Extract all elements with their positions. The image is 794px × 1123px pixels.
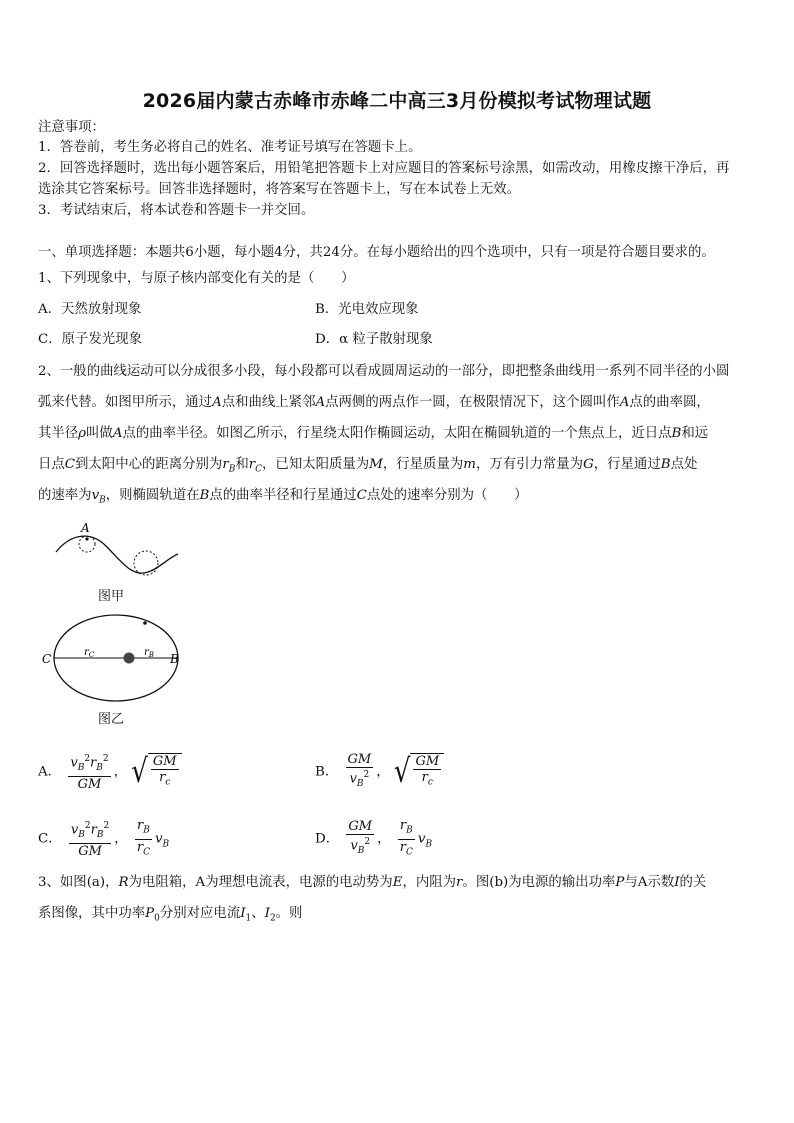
q2-option-a: A． $\frac{v_B^2r_B^2}{GM}$ ， √ $\frac{GM}{r_c}$ [38,752,182,792]
figure-jia-caption: 图甲 [98,589,125,604]
label-rc: $r_C$ [84,647,95,659]
figure-yi-caption: 图乙 [98,712,125,727]
q2-line-3: 其半径ρ叫做A点的曲率半径。如图乙所示，行星绕太阳作椭圆运动，太阳在椭圆轨道的一个焦点上，近日点B和远 [38,426,709,441]
curvature-circle-b [134,551,158,575]
planet-dot [143,621,147,625]
q2-line-4: 日点C到太阳中心的距离分别为$r_B$和$r_C$，已知太阳质量为M，行星质量为m，万有引力常量为G，行星通过B点处 [38,457,698,475]
q1-option-a: A．天然放射现象 [38,302,142,317]
sun-dot [124,653,135,664]
q2-option-c: C． $\frac{v_B^2r_B^2}{GM}$ ， $\frac{r_B}{r_C}$ $v_B$ [38,818,170,860]
notice-item-2a: 2．回答选择题时，选出每小题答案后，用铅笔把答题卡上对应题目的答案标号涂黑，如需改动，用橡皮擦干净后，再 [38,161,730,176]
q3-line-1: 3、如图(a)，R为电阻箱，A为理想电流表，电源的电动势为E，内阻为r。图(b)为电源的输出功率P与A示数I的关 [38,875,707,890]
notice-item-3: 3．考试结束后，将本试卷和答题卡一并交回。 [38,203,315,218]
q2-option-b: B． $\frac{GM}{v_B^2}$ ， √ $\frac{GM}{r_c}$ [315,752,444,792]
figure-yi-orbit [38,612,188,704]
q2-option-d: D． $\frac{GM}{v_B^2}$ ， $\frac{r_B}{r_C}$ $v_B$ [315,818,433,858]
q2-line-1: 2、一般的曲线运动可以分成很多小段，每小段都可以看成圆周运动的一部分，即把整条曲线用一系列不同半径的小圆 [38,364,730,379]
point-a-label: A [81,521,90,535]
figure-jia-curve [52,520,182,584]
notice-item-2b: 选涂其它答案标号。回答非选择题时，将答案写在答题卡上，写在本试卷上无效。 [38,182,521,197]
notice-heading: 注意事项： [38,120,105,135]
label-rb: $r_B$ [144,647,154,659]
sine-curve [56,536,178,573]
point-a-dot [85,537,88,540]
q1-option-b: B．光电效应现象 [315,302,419,317]
q1-option-c: C．原子发光现象 [38,332,142,347]
page-title: 2026届内蒙古赤峰市赤峰二中高三3月份模拟考试物理试题 [142,90,652,112]
q2-line-5: 的速率为$v_B$，则椭圆轨道在B点的曲率半径和行星通过C点处的速率分别为（ ） [38,488,528,506]
label-b: B [170,652,179,666]
notice-item-1: 1．答卷前，考生务必将自己的姓名、准考证号填写在答题卡上。 [38,140,422,155]
q2-line-2: 弧来代替。如图甲所示，通过A点和曲线上紧邻A点两侧的两点作一圆，在极限情况下，这个圆叫作A点的曲率圆， [38,395,710,410]
q1-stem: 1、下列现象中，与原子核内部变化有关的是（ ） [38,271,355,286]
section-heading: 一、单项选择题：本题共6小题，每小题4分，共24分。在每小题给出的四个选项中，只有一项是符合题目要求的。 [38,245,715,260]
q1-option-d: D．α 粒子散射现象 [315,332,433,347]
label-c: C [42,652,52,666]
q3-line-2: 系图像，其中功率$P_0$分别对应电流$I_1$、$I_2$。则 [38,906,303,924]
